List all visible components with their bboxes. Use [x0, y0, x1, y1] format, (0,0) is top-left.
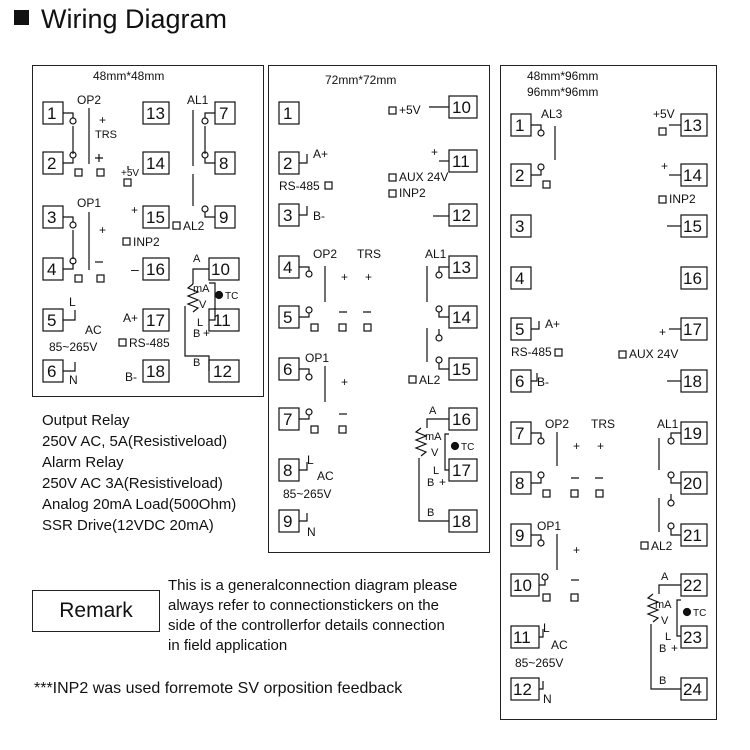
spec-line: Output Relay — [42, 412, 130, 429]
terminal-box — [215, 152, 235, 174]
svg-text:18: 18 — [452, 512, 471, 531]
spec-line: Analog 20mA Load(500Ohm) — [42, 496, 237, 513]
spec-line: SSR Drive(12VDC 20mA) — [42, 517, 214, 534]
terminal-box — [449, 408, 477, 430]
svg-text:13: 13 — [683, 116, 702, 135]
svg-text:9: 9 — [515, 526, 525, 545]
terminal-box — [681, 472, 707, 494]
svg-text:9: 9 — [283, 512, 293, 531]
svg-text:17: 17 — [683, 320, 702, 339]
svg-text:23: 23 — [683, 628, 702, 647]
svg-text:11: 11 — [452, 152, 470, 171]
svg-text:OP1: OP1 — [305, 351, 330, 365]
svg-text:14: 14 — [683, 166, 702, 185]
svg-text:OP1: OP1 — [537, 519, 562, 533]
svg-text:B-: B- — [537, 375, 549, 389]
svg-text:+: + — [661, 159, 669, 173]
svg-text:A+: A+ — [545, 317, 561, 331]
terminal-box — [143, 152, 169, 174]
svg-text:–: – — [131, 261, 139, 277]
svg-text:INP2: INP2 — [669, 192, 696, 206]
svg-text:24: 24 — [683, 680, 702, 699]
panel-size-label: 72mm*72mm — [325, 73, 397, 87]
remark-line: in field application — [168, 637, 288, 654]
svg-text:B: B — [659, 675, 667, 687]
svg-text:N: N — [543, 692, 552, 706]
svg-text:+: + — [131, 203, 139, 217]
terminal-box — [43, 258, 63, 280]
svg-text:B-: B- — [313, 209, 325, 223]
svg-text:16: 16 — [146, 260, 165, 279]
remark-line: side of the controllerfor details connection — [168, 617, 445, 634]
panel-size-label: 48mm*96mm — [527, 69, 599, 83]
terminal-box — [43, 102, 63, 124]
terminal-box — [43, 360, 63, 382]
terminal-box — [43, 206, 63, 228]
terminal-box — [449, 358, 477, 380]
svg-text:AL1: AL1 — [187, 93, 209, 107]
title-text: Wiring Diagram — [41, 4, 228, 34]
terminal-box — [511, 267, 531, 289]
terminal-box — [279, 256, 299, 278]
svg-text:7: 7 — [283, 410, 293, 429]
terminal-box — [43, 152, 63, 174]
svg-text:+: + — [597, 439, 605, 453]
panel-48x48-diagram — [33, 66, 263, 396]
svg-text:7: 7 — [219, 104, 229, 123]
svg-text:AL3: AL3 — [541, 107, 563, 121]
svg-text:14: 14 — [452, 308, 471, 327]
svg-text:TRS: TRS — [591, 417, 615, 431]
svg-text:5: 5 — [515, 320, 525, 339]
terminal-box — [511, 318, 531, 340]
svg-text:19: 19 — [683, 424, 702, 443]
svg-text:18: 18 — [683, 372, 702, 391]
svg-text:+: + — [671, 641, 679, 655]
terminal-box — [215, 102, 235, 124]
terminal-box — [215, 206, 235, 228]
svg-text:N: N — [307, 525, 316, 539]
terminal-box — [43, 309, 63, 331]
svg-text:mA: mA — [425, 431, 442, 443]
svg-text:7: 7 — [515, 424, 525, 443]
svg-text:L: L — [433, 465, 440, 477]
svg-text:16: 16 — [452, 410, 471, 429]
terminal-box — [681, 318, 707, 340]
svg-text:10: 10 — [452, 98, 471, 117]
terminal-box — [143, 360, 169, 382]
terminal-box — [449, 96, 477, 118]
svg-text:AL2: AL2 — [419, 373, 441, 387]
svg-text:2: 2 — [515, 166, 525, 185]
svg-text:4: 4 — [515, 269, 525, 288]
svg-text:RS-485: RS-485 — [129, 336, 170, 350]
svg-text:A: A — [193, 253, 201, 265]
terminal-box — [511, 472, 531, 494]
svg-text:+: + — [659, 325, 667, 339]
svg-text:AC: AC — [551, 638, 568, 652]
terminal-box — [511, 422, 531, 444]
svg-text:TC: TC — [693, 608, 707, 619]
terminal-box — [511, 215, 531, 237]
svg-text:85~265V: 85~265V — [515, 656, 564, 670]
svg-text:1: 1 — [515, 116, 525, 135]
svg-text:L: L — [665, 631, 672, 643]
panel-96x96 — [500, 65, 717, 720]
svg-text:+: + — [341, 270, 349, 284]
terminal-box — [143, 102, 169, 124]
terminal-box — [681, 114, 707, 136]
svg-text:B: B — [427, 507, 435, 519]
svg-text:85~265V: 85~265V — [49, 340, 98, 354]
svg-text:10: 10 — [211, 260, 230, 279]
svg-text:3: 3 — [283, 206, 293, 225]
svg-text:4: 4 — [283, 258, 293, 277]
terminal-box — [279, 152, 299, 174]
svg-text:A: A — [429, 405, 437, 417]
svg-text:12: 12 — [513, 680, 532, 699]
svg-text:13: 13 — [452, 258, 471, 277]
terminal-box — [511, 370, 531, 392]
svg-text:10: 10 — [513, 576, 532, 595]
terminal-box — [449, 459, 477, 481]
relay-contact-icon — [63, 113, 73, 163]
svg-text:mA: mA — [655, 599, 672, 611]
svg-text:TC: TC — [461, 442, 475, 453]
svg-text:8: 8 — [515, 474, 525, 493]
svg-text:85~265V: 85~265V — [283, 487, 332, 501]
terminal-box — [279, 459, 299, 481]
svg-text:TC: TC — [225, 291, 239, 302]
svg-text:INP2: INP2 — [133, 235, 160, 249]
terminal-box — [681, 267, 707, 289]
svg-text:+: + — [365, 270, 373, 284]
svg-text:+: + — [439, 475, 447, 489]
svg-text:+: + — [99, 223, 107, 237]
svg-text:17: 17 — [146, 311, 165, 330]
remark-label: Remark — [32, 590, 160, 632]
spec-line: 250V AC, 5A(Resistiveload) — [42, 433, 228, 450]
svg-text:AL2: AL2 — [183, 219, 205, 233]
svg-text:mA: mA — [193, 283, 210, 295]
svg-text:15: 15 — [683, 217, 702, 236]
bullet-square-icon — [14, 10, 29, 25]
terminal-box — [681, 524, 707, 546]
footnote: ***INP2 was used forremote SV orposition feedback — [34, 680, 403, 697]
svg-text:RS-485: RS-485 — [511, 345, 552, 359]
svg-text:AC: AC — [85, 323, 102, 337]
svg-text:6: 6 — [283, 360, 293, 379]
terminal-box — [209, 258, 239, 280]
terminal-box — [449, 204, 477, 226]
terminal-box — [681, 626, 707, 648]
svg-text:V: V — [661, 615, 669, 627]
svg-text:OP2: OP2 — [545, 417, 570, 431]
terminal-box — [511, 626, 539, 648]
svg-text:+: + — [99, 113, 107, 127]
terminal-box — [279, 408, 299, 430]
svg-text:+: + — [203, 326, 211, 340]
svg-text:B-: B- — [125, 370, 137, 384]
terminal-box — [511, 114, 531, 136]
terminal-box — [143, 309, 169, 331]
svg-text:3: 3 — [515, 217, 525, 236]
svg-text:20: 20 — [683, 474, 702, 493]
relay-specs — [42, 410, 236, 536]
terminal-box — [681, 370, 707, 392]
svg-text:16: 16 — [683, 269, 702, 288]
svg-text:L: L — [307, 453, 314, 467]
terminal-box — [511, 164, 531, 186]
svg-text:TRS: TRS — [95, 129, 117, 141]
svg-text:A+: A+ — [313, 147, 329, 161]
terminal-box — [449, 150, 477, 172]
svg-text:11: 11 — [513, 628, 531, 647]
svg-text:13: 13 — [146, 104, 165, 123]
svg-text:OP2: OP2 — [313, 247, 338, 261]
svg-text:AC: AC — [317, 469, 334, 483]
svg-text:+: + — [341, 375, 349, 389]
svg-text:V: V — [199, 299, 207, 311]
svg-text:AL2: AL2 — [651, 539, 673, 553]
svg-text:AL1: AL1 — [425, 247, 447, 261]
svg-text:INP2: INP2 — [399, 186, 426, 200]
svg-text:8: 8 — [283, 461, 293, 480]
svg-text:15: 15 — [452, 360, 471, 379]
svg-text:5: 5 — [283, 308, 293, 327]
terminal-box — [681, 164, 707, 186]
terminal-box — [681, 215, 707, 237]
panel-72x72-diagram — [269, 66, 489, 552]
svg-text:9: 9 — [219, 208, 229, 227]
svg-text:1: 1 — [47, 104, 57, 123]
page-title — [14, 4, 227, 35]
terminal-box — [143, 258, 169, 280]
terminal-box — [681, 422, 707, 444]
svg-text:1: 1 — [283, 104, 293, 123]
svg-text:15: 15 — [146, 208, 165, 227]
svg-text:L: L — [197, 317, 204, 329]
svg-text:4: 4 — [47, 260, 57, 279]
remark-text — [168, 576, 457, 656]
terminal-box — [143, 206, 169, 228]
panel-72x72 — [268, 65, 490, 553]
terminal-box — [511, 524, 531, 546]
terminal-box — [279, 510, 299, 532]
svg-text:V: V — [431, 447, 439, 459]
spec-line: Alarm Relay — [42, 454, 124, 471]
terminal-box — [681, 678, 707, 700]
remark-line: This is a generalconnection diagram please — [168, 577, 458, 594]
svg-text:+: + — [573, 439, 581, 453]
terminal-box — [511, 574, 539, 596]
terminal-box — [279, 102, 299, 124]
panel-96x96-diagram — [501, 66, 716, 719]
svg-text:TRS: TRS — [357, 247, 381, 261]
svg-text:+: + — [431, 145, 439, 159]
svg-text:B: B — [193, 357, 201, 369]
remark-line: always refer to connectionstickers on the — [168, 597, 439, 614]
svg-text:A: A — [661, 571, 669, 583]
svg-text:L: L — [543, 621, 550, 635]
terminal-box — [449, 510, 477, 532]
svg-text:5: 5 — [47, 311, 57, 330]
svg-text:8: 8 — [219, 154, 229, 173]
svg-text:12: 12 — [452, 206, 471, 225]
svg-text:18: 18 — [146, 362, 165, 381]
svg-text:12: 12 — [213, 362, 232, 381]
terminal-box — [681, 574, 707, 596]
svg-text:+5V: +5V — [399, 103, 421, 117]
svg-text:+5V: +5V — [653, 107, 675, 121]
svg-text:A+: A+ — [123, 311, 139, 325]
svg-text:OP1: OP1 — [77, 196, 102, 210]
svg-text:B: B — [427, 477, 435, 489]
svg-text:N: N — [69, 373, 78, 387]
svg-text:2: 2 — [47, 154, 57, 173]
panel-size-label: 96mm*96mm — [527, 85, 599, 99]
svg-text:RS-485: RS-485 — [279, 179, 320, 193]
terminal-box — [279, 204, 299, 226]
svg-text:AUX 24V: AUX 24V — [399, 170, 449, 184]
svg-text:22: 22 — [683, 576, 702, 595]
panel-48x48 — [32, 65, 264, 397]
svg-text:OP2: OP2 — [77, 93, 102, 107]
terminal-box — [209, 360, 239, 382]
svg-text:B: B — [193, 328, 201, 340]
svg-text:AUX 24V: AUX 24V — [629, 347, 679, 361]
terminal-box — [279, 306, 299, 328]
terminal-box — [449, 306, 477, 328]
svg-text:17: 17 — [452, 461, 471, 480]
svg-text:21: 21 — [683, 526, 702, 545]
spec-line: 250V AC 3A(Resistiveload) — [42, 475, 223, 492]
svg-text:14: 14 — [146, 154, 165, 173]
svg-text:L: L — [69, 295, 76, 309]
svg-text:+: + — [573, 543, 581, 557]
svg-text:+5V: +5V — [121, 168, 140, 179]
panel-size-label: 48mm*48mm — [93, 69, 165, 83]
svg-text:3: 3 — [47, 208, 57, 227]
terminal-box — [449, 256, 477, 278]
svg-text:6: 6 — [47, 362, 57, 381]
terminal-box — [511, 678, 539, 700]
svg-text:11: 11 — [213, 311, 231, 330]
svg-text:6: 6 — [515, 372, 525, 391]
svg-text:AL1: AL1 — [657, 417, 679, 431]
svg-text:2: 2 — [283, 154, 293, 173]
terminal-box — [279, 358, 299, 380]
svg-text:B: B — [659, 643, 667, 655]
